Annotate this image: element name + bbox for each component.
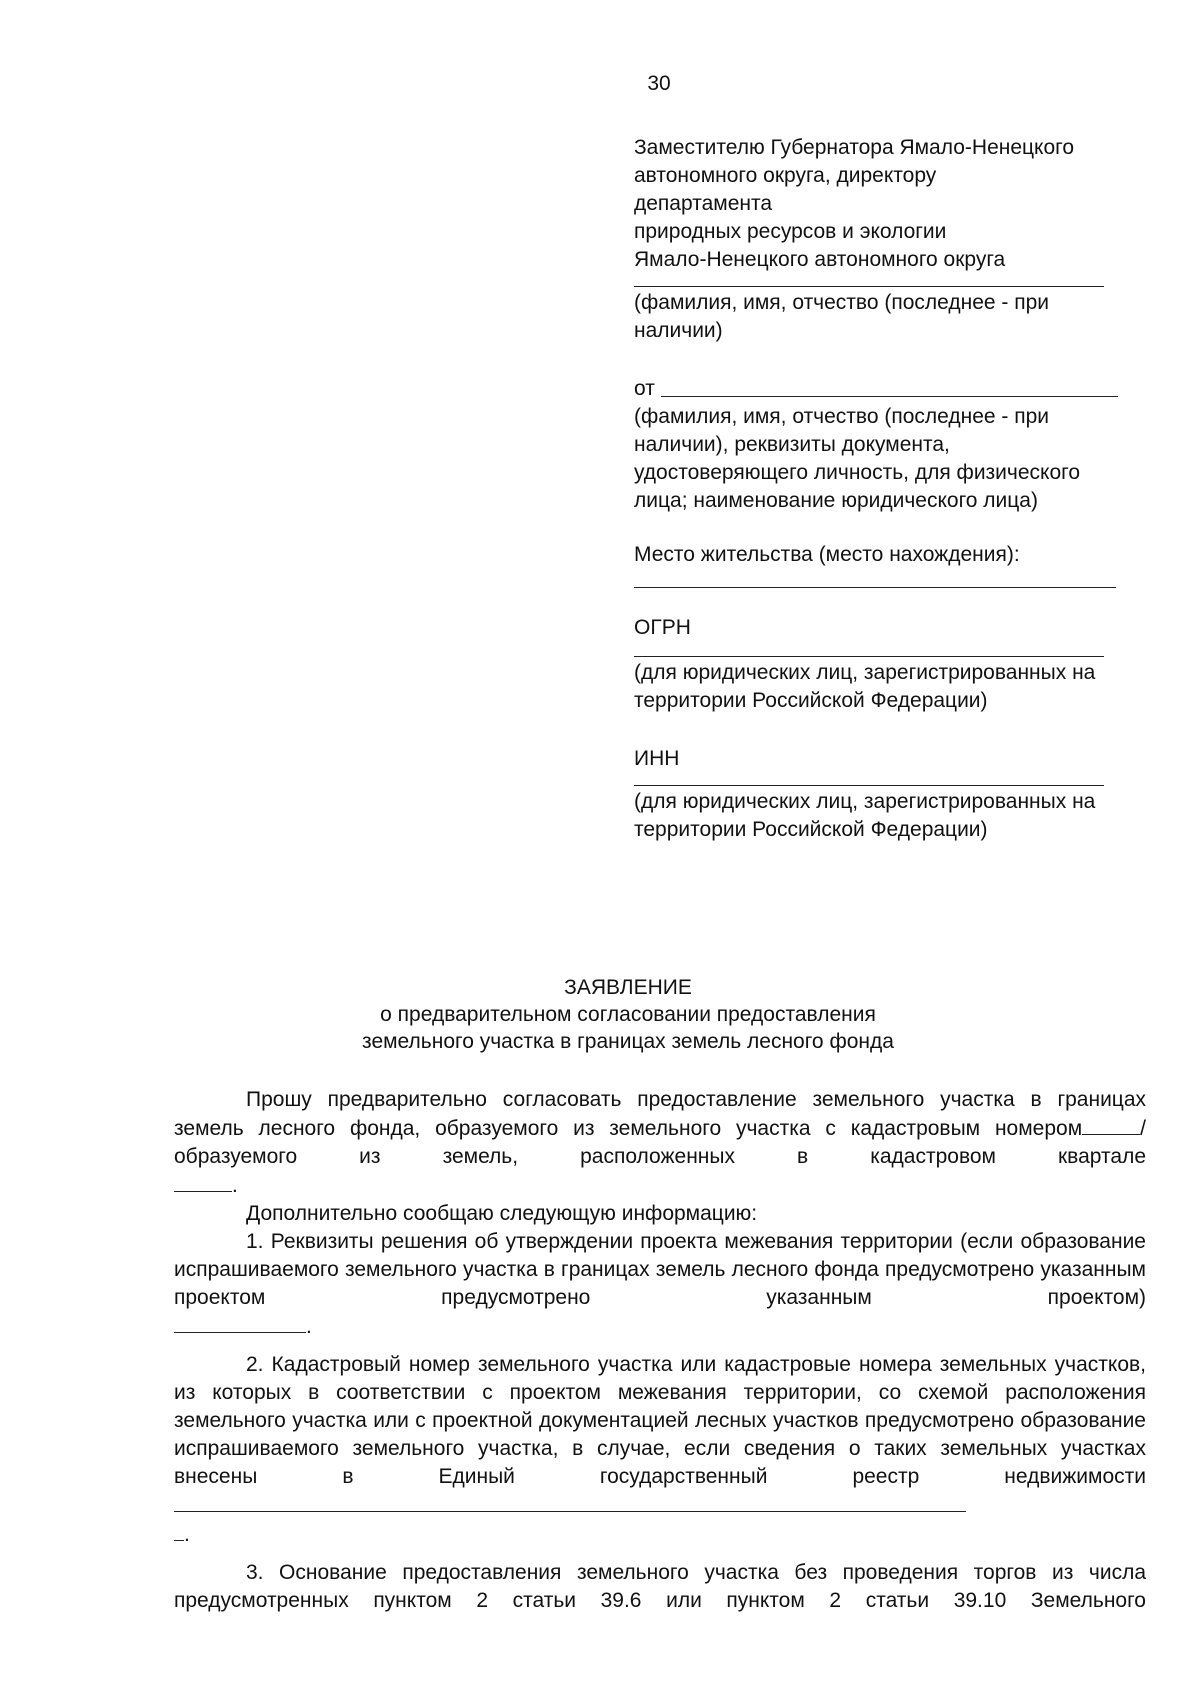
from-blank[interactable] [661, 396, 1118, 397]
cadastral-numbers-blank-end[interactable] [174, 1520, 184, 1541]
item-2-text: 2. Кадастровый номер земельного участка или кадастровые номера земельных участков, из которых в соответствии с проектом межевания территории, со схемой расположения земельного участка или с проектной документацией лесных участков предусмотрено образование испрашиваемого земельного участка, в случае, если сведения о таких земельных участках внесены в Единый государственный реестр недвижимости [174, 1353, 1146, 1488]
residence-blank[interactable] [634, 587, 1116, 588]
paragraph-item-1: 1. Реквизиты решения об утверждении проекта межевания территории (если образование испрашиваемого земельного участка в границах земель лесного фонда предусмотрено указанным проектом предусмотрено указанным проектом) [174, 1230, 1146, 1309]
document-body [174, 1086, 1146, 1615]
paragraph-item-2 [174, 1351, 1146, 1520]
addressee-block [634, 134, 1134, 844]
addressee-line: Ямало-Ненецкого автономного округа [634, 248, 1006, 271]
document-title [0, 974, 1200, 1055]
inn-note: (для юридических лиц, зарегистрированных на территории Российской Федерации) [634, 790, 1096, 841]
paragraph-additional-info: Дополнительно сообщаю следующую информацию: [246, 1202, 758, 1225]
request-end: . [232, 1174, 238, 1197]
title-line-2: земельного участка в границах земель лесного фонда [362, 1030, 894, 1053]
inn-blank[interactable] [634, 785, 1104, 786]
request-text-a: Прошу предварительно согласовать предоставление земельного участка в границах земель лесного фонда, образуемого из земельного участка с кадастровым номером [174, 1088, 1146, 1140]
page-number: 30 [647, 72, 671, 95]
request-text-b: /образуемого из земель, расположенных в кадастровом квартале [174, 1117, 1146, 1168]
paragraph-item-2-end [174, 1520, 1146, 1549]
survey-project-blank[interactable] [174, 1312, 306, 1333]
title-heading: ЗАЯВЛЕНИЕ [564, 976, 692, 999]
cadastral-number-blank[interactable] [1082, 1114, 1140, 1135]
inn-label: ИНН [634, 747, 680, 770]
title-line-1: о предварительном согласовании предоставления [380, 1003, 876, 1026]
paragraph-item-1-end [174, 1312, 1146, 1341]
paragraph-request-end [174, 1171, 1146, 1200]
paragraph-request [174, 1086, 1146, 1171]
from-label: от [634, 377, 655, 400]
item-1-end: . [306, 1315, 312, 1338]
item-2-end: . [184, 1523, 190, 1546]
paragraph-item-3: 3. Основание предоставления земельного участка без проведения торгов из числа предусмотренных пунктом 2 статьи 39.6 или пунктом 2 статьи 39.10 Земельного [174, 1561, 1146, 1612]
addressee-line: автономного округа, директору [634, 164, 937, 187]
ogrn-note: (для юридических лиц, зарегистрированных на территории Российской Федерации) [634, 661, 1096, 712]
addressee-line: департамента [634, 192, 773, 215]
from-line [634, 375, 1118, 403]
addressee-fio-blank[interactable] [634, 286, 1104, 287]
ogrn-blank[interactable] [634, 656, 1104, 657]
cadastral-numbers-blank[interactable] [174, 1491, 966, 1512]
addressee-line: Заместителю Губернатора Ямало-Ненецкого [634, 136, 1075, 159]
from-note: (фамилия, имя, отчество (последнее - при наличии), реквизиты документа, удостоверяющего личность, для физического лица; наименование юридического лица) [634, 405, 1081, 512]
addressee-line: природных ресурсов и экологии [634, 220, 947, 243]
residence-label: Место жительства (место нахождения): [634, 543, 1020, 566]
ogrn-label: ОГРН [634, 616, 691, 639]
addressee-fio-note: (фамилия, имя, отчество (последнее - при наличии) [634, 291, 1050, 342]
cadastral-quarter-blank[interactable] [174, 1171, 232, 1192]
addressee-lines [634, 134, 1134, 274]
